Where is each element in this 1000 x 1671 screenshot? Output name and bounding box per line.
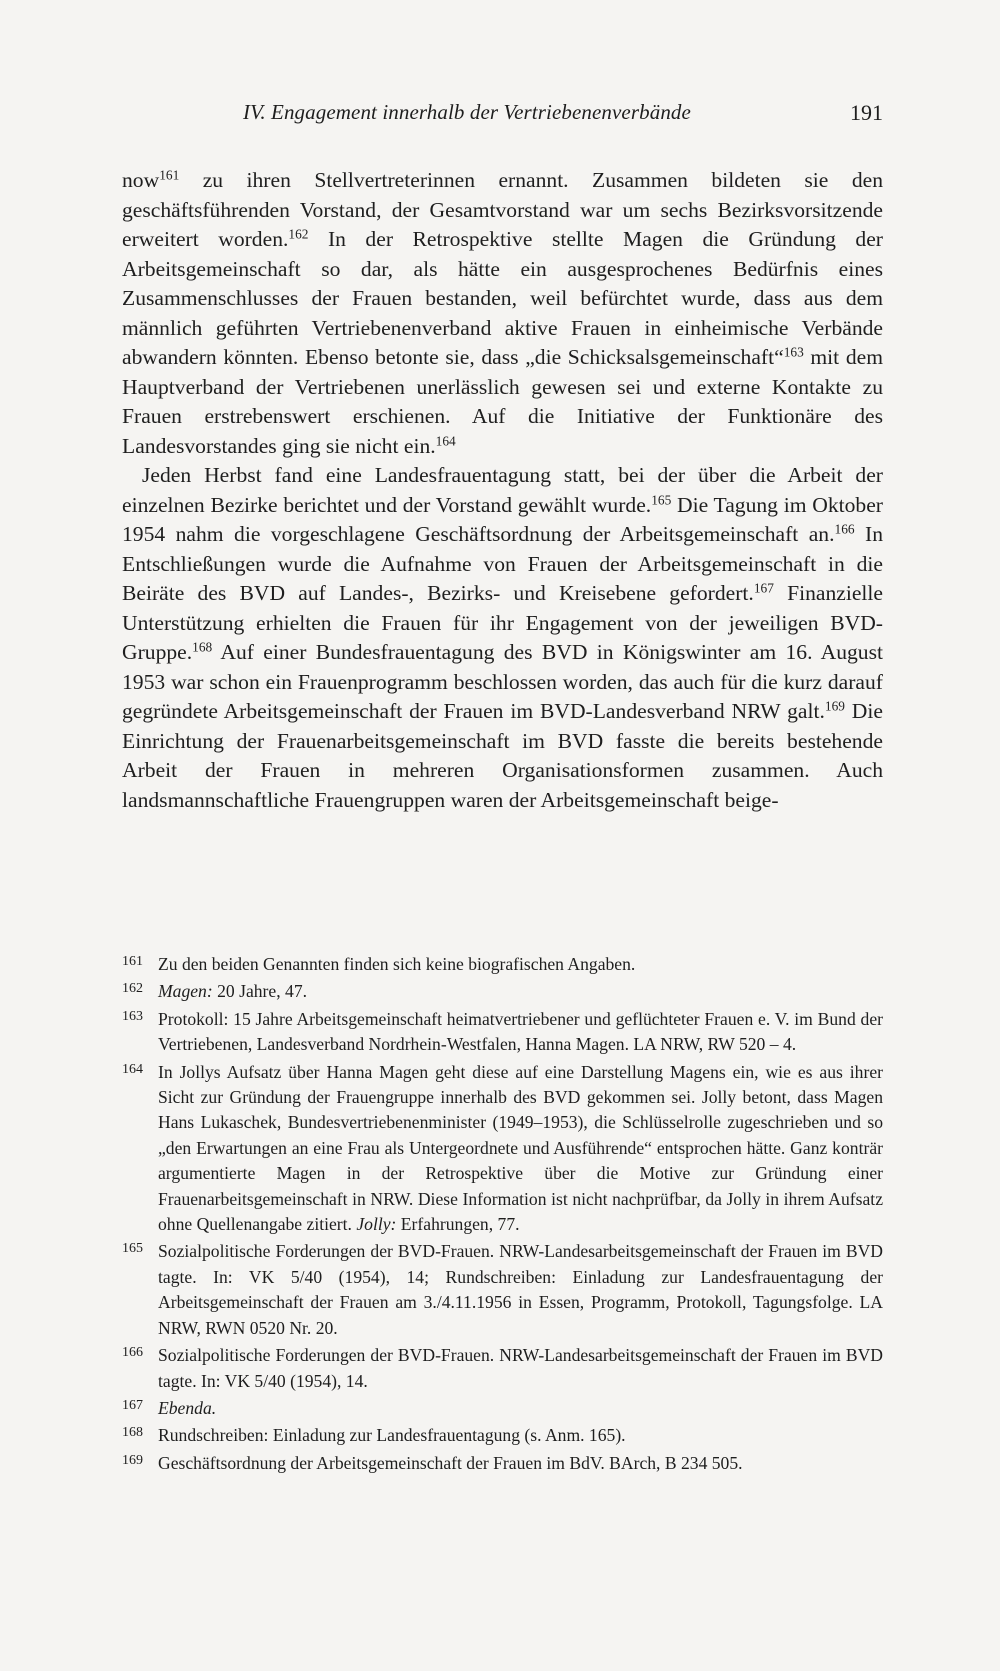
footnote-text xyxy=(158,1007,883,1058)
text-run: Geschäftsordnung der Arbeitsgemeinschaft der Frauen im BdV. BArch, B 234 505. xyxy=(158,1452,743,1473)
footnote-number: 169 xyxy=(122,1452,143,1468)
footnote xyxy=(122,1423,883,1448)
footnote-text xyxy=(158,1060,883,1238)
text-run: now xyxy=(122,168,160,192)
footnotes xyxy=(122,952,883,1478)
text-run: In Entschließungen wurde die Aufnahme von Frauen der Arbeitsgemeinschaft in die Beiräte des BVD auf Landes-, Bezirks- und Kreisebene gefordert. xyxy=(122,522,883,605)
body-text xyxy=(122,166,883,815)
footnote-number: 164 xyxy=(122,1061,143,1077)
footnote-number: 163 xyxy=(122,1008,143,1024)
footnote-number: 168 xyxy=(122,1425,143,1441)
text-run: Die Tagung im Oktober 1954 nahm die vorgeschlagene Geschäftsordnung der Arbeitsgemeinschaft an. xyxy=(122,492,883,546)
paragraph-1 xyxy=(122,166,883,461)
footnote-text xyxy=(158,1451,883,1476)
footnote-text xyxy=(158,952,883,977)
text-run: Die Einrichtung der Frauenarbeitsgemeinschaft im BVD fasste die bereits bestehende Arbeit der Frauen in mehreren Organisationsformen zusammen. Auch landsmannschaftliche Frauengruppen waren der Arbeitsgemeinschaft beige- xyxy=(122,699,883,812)
footnote-number: 165 xyxy=(122,1241,143,1257)
italic-text: Ebenda. xyxy=(158,1397,217,1418)
footnote xyxy=(122,1060,883,1238)
footnote xyxy=(122,1451,883,1476)
footnote-text xyxy=(158,1343,883,1394)
text-run: Finanzielle Unterstützung erhielten die Frauen für ihr Engagement von der jeweiligen BVD-Gruppe. xyxy=(122,581,884,664)
footnote-number: 162 xyxy=(122,981,143,997)
footnote-number: 167 xyxy=(122,1397,143,1413)
footnote xyxy=(122,1239,883,1341)
footnote-ref: 166 xyxy=(834,521,855,537)
text-run: Protokoll: 15 Jahre Arbeitsgemeinschaft heimatvertriebener und geflüchteter Frauen e. V. im Bund der Vertriebenen, Landesverband Nordrhein-Westfalen, Hanna Magen. LA NRW, RW 520 – 4. xyxy=(158,1008,883,1055)
running-head: IV. Engagement innerhalb der Vertriebenenverbände xyxy=(243,100,691,124)
footnote-ref: 169 xyxy=(824,698,845,714)
paragraph-2 xyxy=(122,461,883,815)
footnote-ref: 163 xyxy=(783,344,804,360)
text-run: Zu den beiden Genannten finden sich keine biografischen Angaben. xyxy=(158,954,636,974)
page-number: 191 xyxy=(850,100,883,125)
text-run: Sozialpolitische Forderungen der BVD-Frauen. NRW-Landesarbeitsgemeinschaft der Frauen im BVD tagte. In: VK 5/40 (1954), 14. xyxy=(158,1345,883,1391)
footnote-text xyxy=(158,1396,883,1421)
footnote xyxy=(122,952,883,977)
italic-text: Jolly: xyxy=(356,1214,397,1235)
text-run: Sozialpolitische Forderungen der BVD-Frauen. NRW-Landesarbeitsgemeinschaft der Frauen im BVD tagte. In: VK 5/40 (1954), 14; Rundschreiben: Einladung zur Landesfrauentagung der Arbeitsgemeinschaft der Frauen am 3./4.11.1956 in Essen, Programm, Protokoll, Tagungsfolge. LA NRW, RWN 0520 Nr. 20. xyxy=(158,1241,883,1338)
footnote-ref: 168 xyxy=(192,639,213,655)
footnote-number: 166 xyxy=(122,1345,143,1361)
text-run: Rundschreiben: Einladung zur Landesfrauentagung (s. Anm. 165). xyxy=(158,1425,626,1446)
footnote xyxy=(122,979,883,1004)
footnote-number: 161 xyxy=(122,954,143,969)
text-run: Jeden Herbst fand eine Landesfrauentagung statt, bei der über die Arbeit der einzelnen Bezirke berichtet und der Vorstand gewählt wurde. xyxy=(122,463,883,517)
footnote-text xyxy=(158,1423,883,1448)
footnote-ref: 167 xyxy=(753,580,774,596)
footnote-ref: 164 xyxy=(435,433,456,449)
text-run: In Jollys Aufsatz über Hanna Magen geht diese auf eine Darstellung Magens ein, wie es aus ihrer Sicht zur Gründung der Frauengruppe innerhalb des BVD gekommen sei. Jolly betont, dass Magen Hans Lukaschek, Bundesvertriebenenminister (1949–1953), die Schlüsselrolle zugeschrieben und so „den Erwartungen an eine Frau als Untergeordnete und Ausführende“ entsprochen hätte. Ganz konträr argumentierte Magen in der Retrospektive über die Motive zur Gründung einer Frauenarbeitsgemeinschaft in NRW. Diese Information ist nicht nachprüfbar, da Jolly in ihrem Aufsatz ohne Quellenangabe zitiert. xyxy=(158,1061,883,1235)
text-run: Erfahrungen, 77. xyxy=(396,1214,520,1235)
footnote xyxy=(122,1007,883,1058)
text-run: Auf einer Bundesfrauentagung des BVD in Königswinter am 16. August 1953 war schon ein Frauenprogramm beschlossen worden, das auch für die kurz darauf gegründete Arbeitsgemeinschaft der Frauen im BVD-Landesverband NRW galt. xyxy=(122,640,883,723)
italic-text: Magen: xyxy=(158,981,213,1002)
text-run: mit dem Hauptverband der Vertriebenen unerlässlich gewesen sei und externe Kontakte zu Frauen erstrebenswert erschienen. Auf die Initiative der Funktionäre des Landesvorstandes ging sie nicht ein. xyxy=(122,345,883,458)
footnote-text xyxy=(158,1239,883,1341)
footnote xyxy=(122,1396,883,1421)
footnote-ref: 161 xyxy=(159,167,180,183)
footnote-ref: 162 xyxy=(288,226,309,242)
text-run: zu ihren Stellvertreterinnen ernannt. Zusammen bildeten sie den geschäftsführenden Vorstand, der Gesamtvorstand war um sechs Bezirksvorsitzende erweitert worden. xyxy=(122,168,883,251)
footnote-ref: 165 xyxy=(651,492,672,508)
footnote-text xyxy=(158,979,883,1004)
text-run: In der Retrospektive stellte Magen die Gründung der Arbeitsgemeinschaft so dar, als hätte ein ausgesprochenes Bedürfnis eines Zusammenschlusses der Frauen bestanden, weil befürchtet wurde, dass aus dem männlich geführten Vertriebenenverband aktive Frauen in einheimische Verbände abwandern könnten. Ebenso betonte sie, dass „die Schicksalsgemeinschaft“ xyxy=(122,227,883,369)
footnote xyxy=(122,1343,883,1394)
text-run: 20 Jahre, 47. xyxy=(212,981,308,1002)
